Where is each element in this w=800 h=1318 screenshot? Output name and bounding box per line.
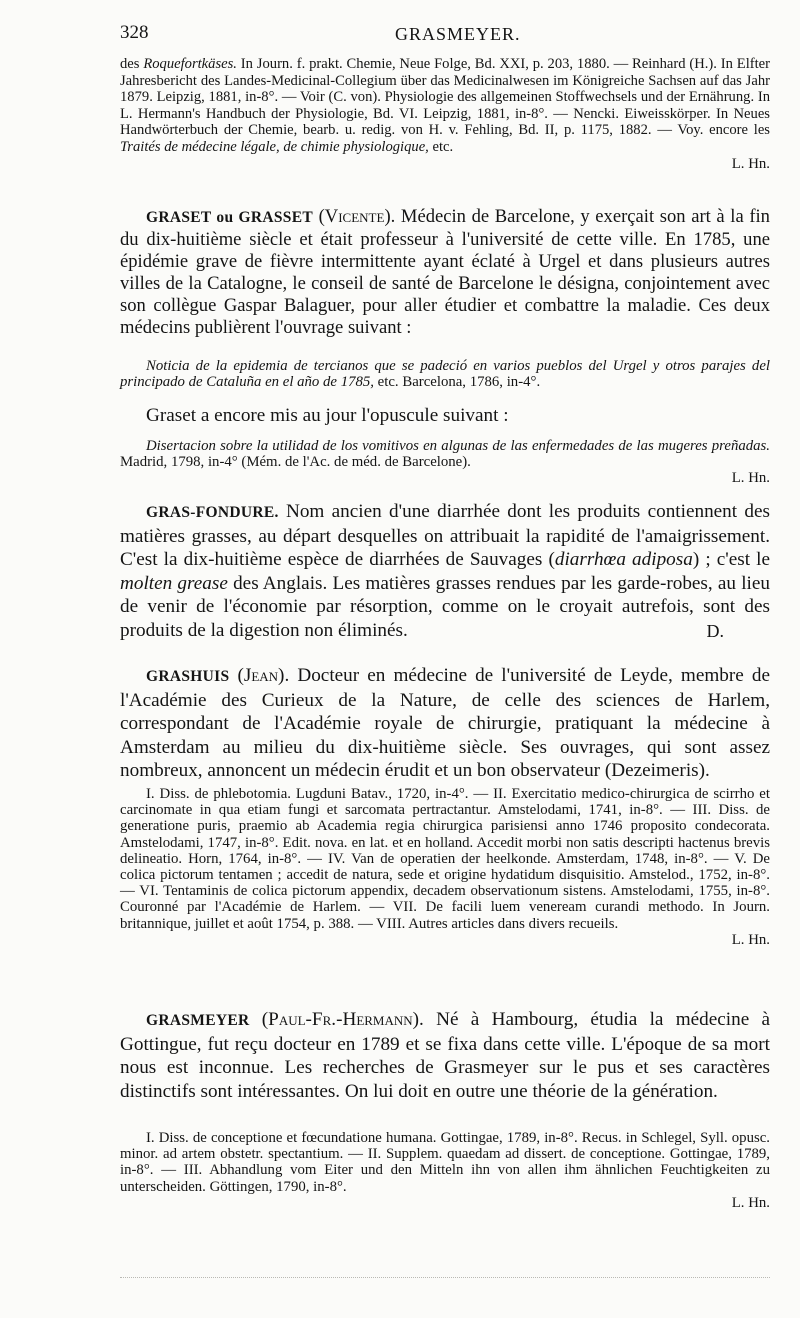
top-note-lead: des: [120, 56, 144, 72]
graset-work-2-title: Disertacion sobre la utilidad de los vomitivos en algunas de las enfermedades de las mugeres preñadas.: [146, 438, 770, 454]
top-note-tail: etc.: [428, 138, 454, 155]
graset-signature: L. Hn.: [731, 470, 770, 487]
top-note-lead-italic: Roquefortkäses.: [143, 56, 237, 72]
page-number: 328: [120, 22, 149, 43]
gras-fondure-italic-a: diarrhœa adiposa: [554, 549, 693, 570]
gras-fondure-text-b: ) ; c'est le: [692, 549, 771, 570]
forename-grasmeyer: (Paul-Fr.-Hermann).: [261, 1009, 424, 1030]
top-note-text: In Journ. f. prakt. Chemie, Neue Folge, Bd. XXI, p. 203, 1880. — Reinhard (H.). In Elfter Jahresbericht des Landes-Medicinal-Collegium über das Medicinalwesen im Königreiche Sachsen auf das Jahr 1879. Leipzig, 1881, in-8°. — Voir (C. von). Physiologie des allgemeinen Stoffwechsels und der Ernährung. In L. Hermann's Handbuch der Physiologie, Bd. VI. Leipzig, 1881, in-8°. — Nencki. Eiweisskörper. In Neues Handwörterbuch der Chemie, bearb. u. redig. von H. v. Fehling, Bd. II, p. 1175, 1882. — Voy. encore les: [120, 56, 771, 139]
article-gras-fondure: [120, 500, 770, 644]
article-grashuis: [120, 664, 770, 783]
gras-fondure-text-a: Nom ancien d'une diarrhée dont les produits contiennent des matières grasses, au départ desquelles on attribuait la rapidité de l'amaigrissement. C'est la dix-huitième espèce de diarrhées de Sauvages (: [120, 501, 770, 570]
running-title: GRASMEYER.: [395, 24, 521, 44]
article-graset: [120, 206, 770, 339]
footer-rule: [120, 1277, 770, 1278]
graset-mid-text: Graset a encore mis au jour l'opuscule suivant :: [146, 405, 509, 426]
graset-work-2: [120, 438, 770, 487]
gras-fondure-italic-b: molten grease: [120, 572, 228, 594]
article-grasmeyer-text: Né à Hambourg, étudia la médecine à Gottingue, fut reçu docteur en 1789 et se fixa dans cette ville. L'époque de sa mort nous est inconnue. Les recherches de Grasmeyer sur le pus et ses caractères distinctifs sont intéressantes. On lui doit en outre une théorie de la génération.: [120, 1009, 771, 1102]
continued-bibliography: [120, 56, 770, 172]
grasmeyer-works-text: I. Diss. de conceptione et fœcundatione humana. Gottingae, 1789, in-8°. Recus. in Schlegel, Syll. opusc. minor. ad artem obstetr. spectantium. — II. Supplem. quaedam ad dissert. de conceptione. Gottingae, 1789, in-8°. — III. Abhandlung vom Eiter und den Mitteln ihn von allen ihm ähnlichen Feuchtigkeiten zu unterscheiden. Göttingen, 1790, in-8°.: [120, 1130, 770, 1195]
grashuis-works: [120, 786, 770, 948]
gras-fondure-signature: D.: [706, 621, 724, 641]
graset-work-1-details: etc. Barcelona, 1786, in-4°.: [373, 374, 541, 391]
headword-gras-fondure: GRAS-FONDURE.: [146, 504, 279, 521]
headword-graset: GRASET ou GRASSET: [146, 209, 313, 226]
grasmeyer-works: [120, 1130, 770, 1211]
article-grashuis-text: Docteur en médecine de l'université de Leyde, membre de l'Académie des Curieux de la Nature, de celle des sciences de Harlem, correspondant de l'Académie royale de chirurgie, pratiquant la médecine à Amsterdam au milieu du dix-huitième siècle. Ses ouvrages, qui sont assez nombreux, annoncent un médecin érudit et un bon observateur (Dezeimeris).: [120, 665, 770, 781]
article-grasmeyer: [120, 1008, 770, 1103]
running-head: [120, 20, 770, 46]
headword-grasmeyer: GRASMEYER: [146, 1012, 250, 1029]
graset-work-1-title: Noticia de la epidemia de tercianos que se padeció en varios pueblos del Urgel y otros parajes del principado de Cataluña en el año de 1785,: [120, 358, 770, 391]
article-graset-text: Médecin de Barcelone, y exerçait son art à la fin du dix-huitième siècle et était professeur à l'université de cette ville. En 1785, une épidémie grave de fièvre intermittente ayant éclaté à Urgel et dans plusieurs autres villes de la Catalogne, le conseil de santé de Barcelone le désigna, conjointement avec son collègue Gaspar Balaguer, pour aller étudier et combattre la maladie. Ces deux médecins publièrent l'ouvrage suivant :: [120, 206, 770, 338]
grasmeyer-signature: L. Hn.: [731, 1194, 770, 1211]
forename-grashuis: (Jean).: [237, 665, 290, 686]
headword-grashuis: GRASHUIS: [146, 668, 230, 685]
graset-work-2-details: Madrid, 1798, in-4° (Mém. de l'Ac. de méd. de Barcelone).: [120, 454, 471, 471]
graset-work-1: [120, 358, 770, 390]
grashuis-works-text: I. Diss. de phlebotomia. Lugduni Batav., 1720, in-4°. — II. Exercitatio medico-chirurgica de scirrho et carcinomate in qua etiam fungi et sarcomata pertractantur. Amstelodami, 1741, in-8°. — III. Diss. de generatione puris, praemio ab Academia regia chirurgica parisiensi anno 1746 proposito condecorata. Amstelodami, 1747, in-8°. Edit. nova. en lat. et en holland. Accedit morbi non satis descripti hactenus brevis delineatio. Horn, 1764, in-8°. — IV. Van de operatien der heelkonde. Amsterdam, 1748, in-8°. — V. De colica pictorum tentamen ; accedit de natura, sede et origine hydatidum disquisitio. Amstelod., 1752, in-8°. — VI. Tentaminis de colica pictorum appendix, decadem observationum sistens. Amstelodami, 1755, in-8°. Couronné par l'Académie de Harlem. — VII. De facili luem veneream curandi methodo. In Journ. britannique, juillet et août 1754, p. 388. — VIII. Autres articles dans divers recueils.: [120, 786, 770, 932]
top-note-signature: L. Hn.: [731, 155, 770, 172]
grashuis-signature: L. Hn.: [731, 931, 770, 948]
gras-fondure-text-c: des Anglais. Les matières grasses rendues par les garde-robes, au lieu de venir de l'économie par résorption, comme on le croyait autrefois, sont des produits de la digestion non éliminés.: [120, 572, 770, 641]
top-note-italic-tail: Traités de médecine légale, de chimie physiologique,: [120, 138, 429, 155]
forename-graset: (Vicente).: [318, 206, 396, 227]
